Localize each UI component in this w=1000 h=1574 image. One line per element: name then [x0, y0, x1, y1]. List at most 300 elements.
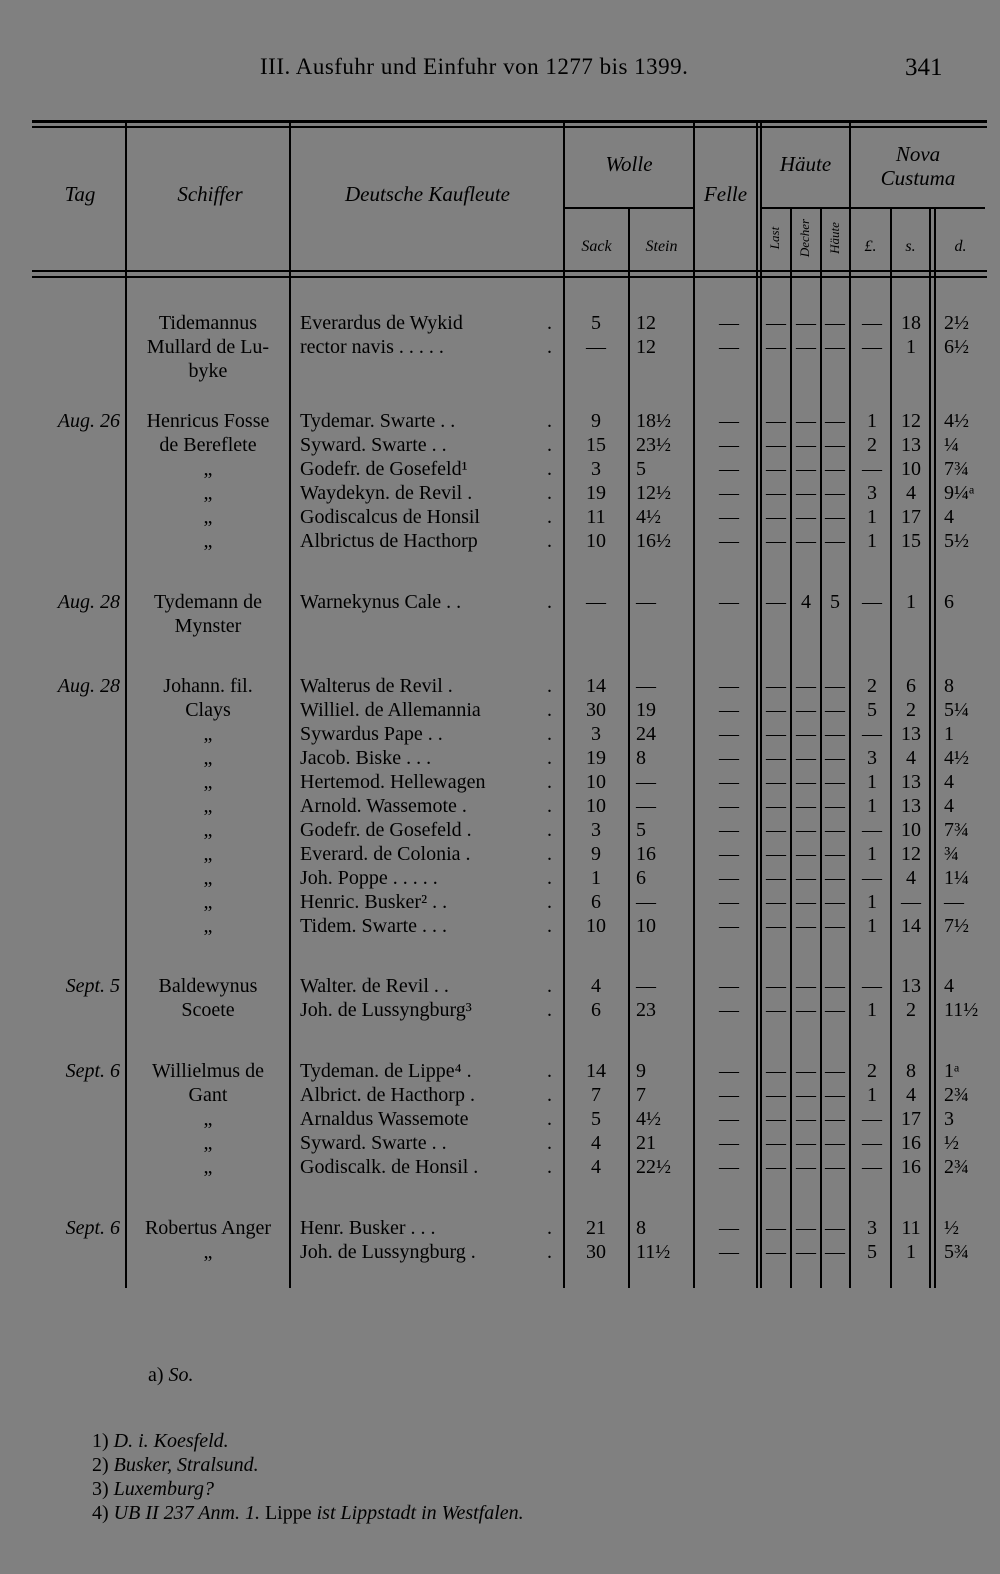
cell-haeute: — — [825, 675, 845, 697]
cell-haeute: — — [825, 999, 845, 1021]
cell-sack: 14 — [586, 675, 606, 697]
cell-shilling: 11 — [901, 1217, 921, 1239]
cell-pound: 1 — [867, 795, 877, 817]
cell-merchant: Godiscalcus de Honsil — [300, 506, 480, 528]
cell-stein: — — [636, 891, 656, 913]
cell-merchant: Arnold. Wassemote . — [300, 795, 467, 817]
cell-sack: 21 — [586, 1217, 606, 1239]
cell-felle: — — [719, 723, 739, 745]
cell-pound: 1 — [867, 999, 877, 1021]
cell-shilling: 4 — [906, 747, 916, 769]
cell-decher: — — [796, 506, 816, 528]
cell-merchant: Joh. Poppe . . . . . — [300, 867, 438, 889]
cell-haeute: — — [825, 699, 845, 721]
cell-skipper: „ — [203, 891, 213, 913]
header-haeute-sub: Häute — [827, 222, 842, 254]
cell-last: — — [766, 747, 786, 769]
header-pound: £. — [864, 238, 877, 255]
cell-decher: — — [796, 819, 816, 841]
cell-stein: 11½ — [636, 1241, 671, 1263]
cell-pence: ½ — [944, 1217, 959, 1239]
header-schiffer: Schiffer — [177, 182, 243, 206]
cell-haeute: — — [825, 843, 845, 865]
footnote-2: 2) Busker, Stralsund. — [92, 1454, 259, 1476]
cell-stein: 19 — [636, 699, 656, 721]
cell-decher: — — [796, 699, 816, 721]
cell-last: — — [766, 675, 786, 697]
cell-merchant: Arnaldus Wassemote — [300, 1108, 469, 1130]
cell-last: — — [766, 819, 786, 841]
cell-shilling: 1 — [906, 591, 916, 613]
cell-stein: 5 — [636, 458, 646, 480]
cell-merchant: Godefr. de Gosefeld . — [300, 819, 472, 841]
cell-haeute: 5 — [830, 591, 840, 613]
cell-skipper: „ — [203, 1241, 213, 1263]
table-row — [0, 998, 1000, 1022]
cell-shilling: 1 — [906, 1241, 916, 1263]
header-tag: Tag — [64, 182, 96, 206]
cell-pence: 2½ — [944, 312, 969, 334]
cell-last: — — [766, 891, 786, 913]
cell-pence: — — [944, 891, 964, 913]
cell-sack: 9 — [591, 410, 601, 432]
cell-merchant: Sywardus Pape . . — [300, 723, 443, 745]
cell-last: — — [766, 1241, 786, 1263]
table-row — [0, 505, 1000, 529]
cell-last: — — [766, 434, 786, 456]
cell-skipper: byke — [188, 360, 228, 382]
cell-felle: — — [719, 410, 739, 432]
cell-haeute: — — [825, 530, 845, 552]
cell-felle: — — [719, 699, 739, 721]
cell-pence: 7¾ — [944, 819, 969, 841]
cell-merchant: Walter. de Revil . . — [300, 975, 449, 997]
table-header-rule — [32, 270, 987, 272]
cell-last: — — [766, 336, 786, 358]
cell-leader-dot: . — [547, 312, 552, 334]
cell-merchant: Tidem. Swarte . . . — [300, 915, 448, 937]
cell-pence: ½ — [944, 1132, 959, 1154]
cell-pound: 2 — [867, 1060, 877, 1082]
cell-pence: 5½ — [944, 530, 969, 552]
cell-last: — — [766, 1084, 786, 1106]
cell-shilling: 4 — [906, 867, 916, 889]
table-row — [0, 433, 1000, 457]
cell-merchant: Jacob. Biske . . . — [300, 747, 432, 769]
cell-pound: — — [862, 723, 882, 745]
cell-haeute: — — [825, 723, 845, 745]
cell-skipper: Robertus Anger — [144, 1217, 272, 1239]
cell-date: Sept. 5 — [65, 975, 120, 997]
footnote-1: 1) D. i. Koesfeld. — [92, 1430, 229, 1452]
table-row — [0, 409, 1000, 433]
cell-decher: — — [796, 1108, 816, 1130]
cell-shilling: 12 — [901, 410, 921, 432]
cell-decher: — — [796, 482, 816, 504]
cell-stein: 23 — [636, 999, 656, 1021]
cell-haeute: — — [825, 1156, 845, 1178]
cell-leader-dot: . — [547, 891, 552, 913]
cell-leader-dot: . — [547, 591, 552, 613]
cell-merchant: Albrict. de Hacthorp . — [300, 1084, 475, 1106]
cell-leader-dot: . — [547, 458, 552, 480]
cell-merchant: Walterus de Revil . — [300, 675, 453, 697]
table-row — [0, 698, 1000, 722]
header-stein: Stein — [645, 238, 678, 255]
header-shilling: s. — [905, 238, 916, 255]
cell-shilling: 13 — [901, 723, 921, 745]
table-row — [0, 974, 1000, 998]
cell-leader-dot: . — [547, 410, 552, 432]
cell-leader-dot: . — [547, 867, 552, 889]
cell-merchant: Henr. Busker . . . — [300, 1217, 436, 1239]
cell-pound: 1 — [867, 843, 877, 865]
cell-shilling: 10 — [901, 458, 921, 480]
cell-haeute: — — [825, 482, 845, 504]
cell-last: — — [766, 1060, 786, 1082]
cell-skipper: Clays — [185, 699, 231, 721]
cell-decher: — — [796, 723, 816, 745]
cell-stein: 9 — [636, 1060, 646, 1082]
cell-stein: 8 — [636, 1217, 646, 1239]
cell-felle: — — [719, 312, 739, 334]
header-kaufleute: Deutsche Kaufleute — [344, 182, 511, 206]
cell-leader-dot: . — [547, 1132, 552, 1154]
cell-decher: — — [796, 1241, 816, 1263]
cell-shilling: 13 — [901, 434, 921, 456]
cell-last: — — [766, 1217, 786, 1239]
cell-decher: — — [796, 336, 816, 358]
table-row — [0, 1083, 1000, 1107]
cell-pence: 4½ — [944, 747, 969, 769]
cell-sack: 10 — [586, 771, 606, 793]
cell-pound: 5 — [867, 1241, 877, 1263]
cell-decher: — — [796, 891, 816, 913]
cell-haeute: — — [825, 1084, 845, 1106]
cell-shilling: — — [901, 891, 921, 913]
cell-stein: 23½ — [636, 434, 671, 456]
cell-pence: ¼ — [944, 434, 959, 456]
cell-sack: 19 — [586, 482, 606, 504]
cell-pence: 5¾ — [944, 1241, 969, 1263]
cell-sack: — — [586, 591, 606, 613]
cell-haeute: — — [825, 867, 845, 889]
footnote-a: a) So. — [148, 1364, 194, 1386]
table-row — [0, 529, 1000, 553]
cell-pound: 1 — [867, 410, 877, 432]
cell-pound: — — [862, 336, 882, 358]
cell-decher: — — [796, 843, 816, 865]
cell-pound: 1 — [867, 530, 877, 552]
cell-pound: 1 — [867, 1084, 877, 1106]
cell-leader-dot: . — [547, 675, 552, 697]
header-haeute: Häute — [779, 152, 832, 176]
cell-leader-dot: . — [547, 795, 552, 817]
footnote-3: 3) Luxemburg? — [92, 1478, 215, 1500]
cell-pence: 6 — [944, 591, 954, 613]
cell-skipper: Gant — [188, 1084, 228, 1106]
table-row — [0, 794, 1000, 818]
cell-shilling: 13 — [901, 975, 921, 997]
cell-shilling: 2 — [906, 999, 916, 1021]
cell-leader-dot: . — [547, 771, 552, 793]
cell-date: Sept. 6 — [65, 1217, 120, 1239]
cell-merchant: Albrictus de Hacthorp — [300, 530, 478, 552]
cell-haeute: — — [825, 819, 845, 841]
cell-shilling: 18 — [901, 312, 921, 334]
cell-shilling: 15 — [901, 530, 921, 552]
cell-shilling: 13 — [901, 771, 921, 793]
cell-sack: 5 — [591, 1108, 601, 1130]
cell-stein: 4½ — [636, 506, 661, 528]
cell-pound: — — [862, 1108, 882, 1130]
cell-last: — — [766, 530, 786, 552]
cell-felle: — — [719, 1108, 739, 1130]
cell-leader-dot: . — [547, 1060, 552, 1082]
cell-leader-dot: . — [547, 999, 552, 1021]
cell-stein: 8 — [636, 747, 646, 769]
cell-leader-dot: . — [547, 1217, 552, 1239]
cell-pound: 3 — [867, 1217, 877, 1239]
cell-haeute: — — [825, 1132, 845, 1154]
cell-leader-dot: . — [547, 723, 552, 745]
cell-decher: — — [796, 771, 816, 793]
cell-felle: — — [719, 1084, 739, 1106]
cell-felle: — — [719, 771, 739, 793]
cell-felle: — — [719, 843, 739, 865]
cell-haeute: — — [825, 1217, 845, 1239]
cell-skipper: „ — [203, 1156, 213, 1178]
cell-sack: 10 — [586, 795, 606, 817]
cell-pound: 1 — [867, 891, 877, 913]
cell-sack: 10 — [586, 530, 606, 552]
cell-haeute: — — [825, 1241, 845, 1263]
cell-felle: — — [719, 1241, 739, 1263]
cell-sack: 19 — [586, 747, 606, 769]
cell-stein: 12½ — [636, 482, 671, 504]
table-row — [0, 359, 1000, 383]
cell-sack: — — [586, 336, 606, 358]
cell-pence: 1ᵃ — [944, 1060, 960, 1082]
cell-skipper: Willielmus de — [152, 1060, 264, 1082]
cell-stein: 7 — [636, 1084, 646, 1106]
cell-felle: — — [719, 1156, 739, 1178]
cell-haeute: — — [825, 975, 845, 997]
cell-shilling: 8 — [906, 1060, 916, 1082]
table-row — [0, 1155, 1000, 1179]
cell-pence: 4½ — [944, 410, 969, 432]
cell-skipper: „ — [203, 867, 213, 889]
table-row — [0, 746, 1000, 770]
cell-last: — — [766, 999, 786, 1021]
cell-felle: — — [719, 591, 739, 613]
cell-felle: — — [719, 482, 739, 504]
cell-sack: 5 — [591, 312, 601, 334]
cell-sack: 3 — [591, 723, 601, 745]
cell-leader-dot: . — [547, 843, 552, 865]
cell-decher: — — [796, 410, 816, 432]
cell-skipper: Tydemann de — [153, 591, 262, 613]
cell-skipper: Henricus Fosse — [146, 410, 270, 432]
table-row — [0, 914, 1000, 938]
header-last: Last — [767, 226, 782, 250]
cell-pence: 2¾ — [944, 1084, 969, 1106]
header-custuma: Custuma — [880, 166, 956, 190]
table-row — [0, 866, 1000, 890]
cell-pound: 1 — [867, 771, 877, 793]
cell-merchant: Everardus de Wykid — [300, 312, 463, 334]
cell-decher: — — [796, 747, 816, 769]
table-row — [0, 614, 1000, 638]
cell-felle: — — [719, 336, 739, 358]
header-pence: d. — [954, 238, 967, 255]
cell-felle: — — [719, 530, 739, 552]
cell-leader-dot: . — [547, 699, 552, 721]
cell-sack: 3 — [591, 458, 601, 480]
cell-felle: — — [719, 747, 739, 769]
cell-felle: — — [719, 795, 739, 817]
header-decher: Decher — [797, 218, 812, 258]
cell-last: — — [766, 458, 786, 480]
cell-skipper: „ — [203, 723, 213, 745]
cell-felle: — — [719, 506, 739, 528]
cell-last: — — [766, 975, 786, 997]
cell-pence: 9¼ᵃ — [944, 482, 975, 504]
cell-merchant: Tydeman. de Lippe⁴ . — [300, 1060, 472, 1082]
cell-decher: — — [796, 1060, 816, 1082]
cell-last: — — [766, 1108, 786, 1130]
cell-pound: 5 — [867, 699, 877, 721]
cell-shilling: 2 — [906, 699, 916, 721]
cell-skipper: „ — [203, 530, 213, 552]
cell-pound: 2 — [867, 675, 877, 697]
cell-pound: 1 — [867, 506, 877, 528]
cell-felle: — — [719, 891, 739, 913]
cell-last: — — [766, 482, 786, 504]
cell-date: Aug. 26 — [57, 410, 120, 432]
cell-felle: — — [719, 915, 739, 937]
cell-pence: 8 — [944, 675, 954, 697]
cell-merchant: rector navis . . . . . — [300, 336, 444, 358]
cell-sack: 30 — [586, 1241, 606, 1263]
cell-sack: 6 — [591, 999, 601, 1021]
cell-leader-dot: . — [547, 336, 552, 358]
table-row — [0, 590, 1000, 614]
cell-last: — — [766, 699, 786, 721]
cell-stein: 22½ — [636, 1156, 671, 1178]
cell-last: — — [766, 591, 786, 613]
running-header: III. Ausfuhr und Einfuhr von 1277 bis 1399. — [260, 54, 689, 79]
cell-skipper: Tidemannus — [158, 312, 258, 334]
cell-haeute: — — [825, 795, 845, 817]
cell-skipper: „ — [203, 1108, 213, 1130]
cell-merchant: Henric. Busker² . . — [300, 891, 448, 913]
cell-sack: 6 — [591, 891, 601, 913]
cell-shilling: 14 — [901, 915, 921, 937]
table-top-rule-inner — [32, 126, 987, 128]
cell-sack: 4 — [591, 1156, 601, 1178]
cell-last: — — [766, 723, 786, 745]
cell-merchant: Waydekyn. de Revil . — [300, 482, 473, 504]
cell-last: — — [766, 1132, 786, 1154]
cell-haeute: — — [825, 747, 845, 769]
cell-sack: 10 — [586, 915, 606, 937]
table-row — [0, 722, 1000, 746]
header-nova: Nova — [895, 142, 941, 166]
cell-shilling: 12 — [901, 843, 921, 865]
cell-felle: — — [719, 999, 739, 1021]
cell-decher: — — [796, 458, 816, 480]
cell-shilling: 13 — [901, 795, 921, 817]
cell-stein: 6 — [636, 867, 646, 889]
cell-pound: 1 — [867, 915, 877, 937]
cell-pence: 7½ — [944, 915, 969, 937]
cell-sack: 3 — [591, 819, 601, 841]
haeute-sub-rule — [760, 207, 850, 209]
cell-haeute: — — [825, 336, 845, 358]
cell-shilling: 4 — [906, 1084, 916, 1106]
cell-last: — — [766, 915, 786, 937]
cell-leader-dot: . — [547, 506, 552, 528]
cell-skipper: „ — [203, 1132, 213, 1154]
cell-merchant: Everard. de Colonia . — [300, 843, 471, 865]
table-row — [0, 1107, 1000, 1131]
cell-shilling: 17 — [901, 506, 921, 528]
cell-felle: — — [719, 458, 739, 480]
cell-sack: 11 — [586, 506, 606, 528]
cell-last: — — [766, 771, 786, 793]
cell-decher: 4 — [801, 591, 811, 613]
cell-leader-dot: . — [547, 819, 552, 841]
cell-sack: 7 — [591, 1084, 601, 1106]
cell-merchant: Warnekynus Cale . . — [300, 591, 462, 613]
cell-skipper: „ — [203, 843, 213, 865]
cell-leader-dot: . — [547, 482, 552, 504]
table-row — [0, 674, 1000, 698]
cell-decher: — — [796, 1084, 816, 1106]
cell-pence: 1 — [944, 723, 954, 745]
table-row — [0, 842, 1000, 866]
cell-skipper: Mynster — [174, 615, 242, 637]
cell-decher: — — [796, 915, 816, 937]
cell-haeute: — — [825, 771, 845, 793]
table-row — [0, 1240, 1000, 1264]
cell-pound: — — [862, 867, 882, 889]
cell-pence: 1¼ — [944, 867, 969, 889]
cell-skipper: Baldewynus — [158, 975, 258, 997]
cell-leader-dot: . — [547, 975, 552, 997]
cell-pound: — — [862, 975, 882, 997]
cell-leader-dot: . — [547, 1241, 552, 1263]
table-header-rule-2 — [32, 276, 987, 278]
cell-haeute: — — [825, 458, 845, 480]
cell-pence: 3 — [944, 1108, 954, 1130]
cell-leader-dot: . — [547, 747, 552, 769]
cell-pound: — — [862, 819, 882, 841]
cell-felle: — — [719, 975, 739, 997]
cell-pence: 2¾ — [944, 1156, 969, 1178]
nova-sub-rule — [850, 207, 985, 209]
cell-pence: 4 — [944, 975, 954, 997]
cell-last: — — [766, 1156, 786, 1178]
cell-haeute: — — [825, 434, 845, 456]
cell-stein: — — [636, 771, 656, 793]
cell-decher: — — [796, 1156, 816, 1178]
cell-stein: 12 — [636, 312, 656, 334]
cell-haeute: — — [825, 312, 845, 334]
cell-date: Aug. 28 — [57, 591, 120, 613]
cell-pound: 3 — [867, 747, 877, 769]
